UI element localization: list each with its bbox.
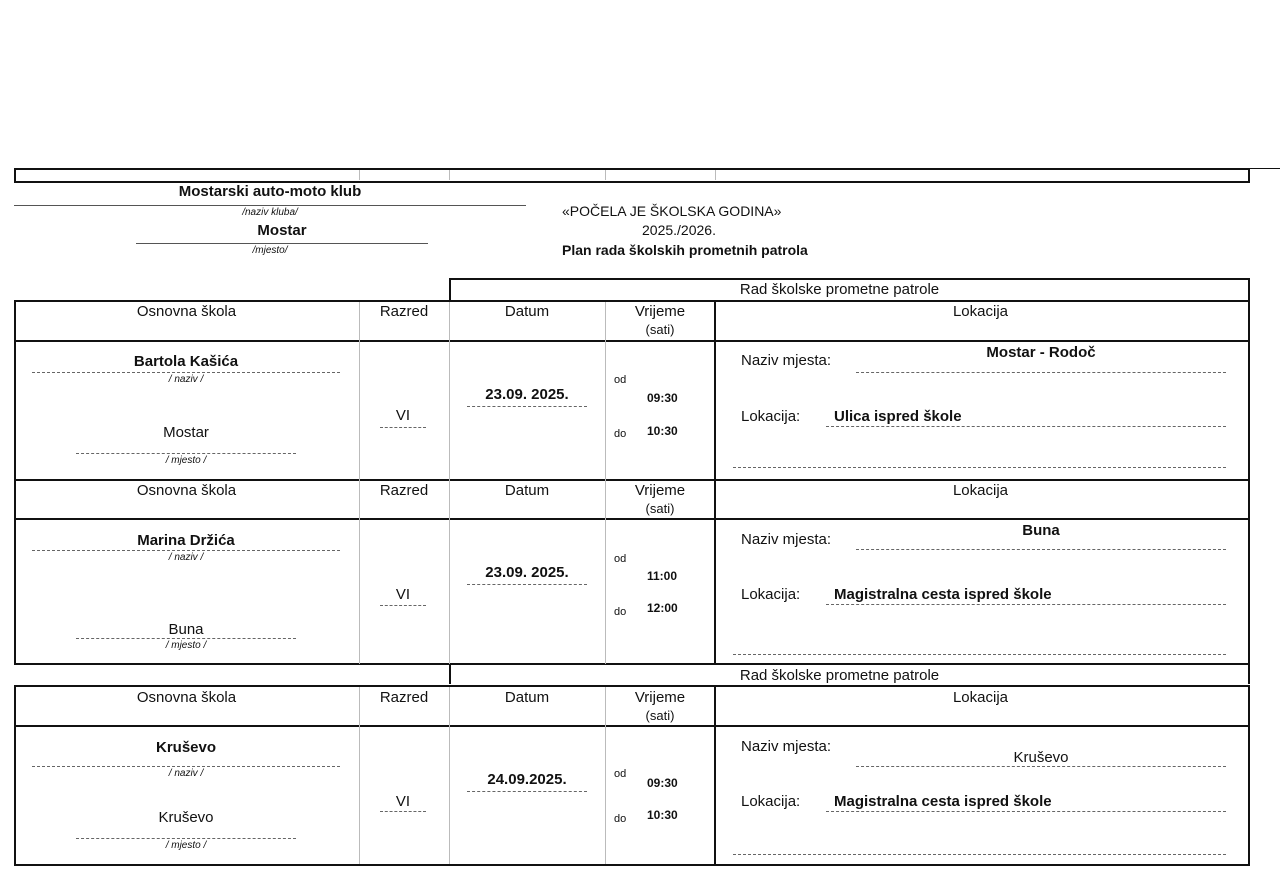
top-strip	[14, 168, 1250, 183]
club-name-caption: /naziv kluba/	[242, 207, 298, 218]
grade-line	[380, 811, 426, 812]
location-value: Magistralna cesta ispred škole	[834, 793, 1052, 810]
col-header-grade: Razred	[379, 482, 429, 499]
location-label: Lokacija:	[741, 408, 801, 425]
school-place-caption: / mjesto /	[165, 640, 207, 651]
location-line	[826, 811, 1226, 812]
column-divider	[449, 687, 450, 864]
time-to-value: 10:30	[647, 808, 678, 822]
grade-value: VI	[395, 407, 411, 424]
club-city-caption: /mjesto/	[252, 245, 288, 256]
top-strip-divider	[449, 170, 450, 180]
school-name-line	[32, 766, 340, 767]
title-year: 2025./2026.	[642, 222, 716, 238]
location-extra-line	[733, 854, 1226, 855]
col-header-time-unit: (sati)	[645, 501, 675, 516]
school-place: Mostar	[163, 424, 209, 441]
place-name-label: Naziv mjesta:	[741, 738, 832, 755]
top-strip-divider	[715, 170, 716, 180]
location-line	[826, 426, 1226, 427]
grade-value: VI	[395, 586, 411, 603]
grade-line	[380, 605, 426, 606]
club-name-line	[14, 205, 526, 206]
time-from-label: od	[614, 768, 627, 780]
place-name-value: Buna	[1022, 522, 1060, 539]
place-name-label: Naziv mjesta:	[741, 531, 832, 548]
school-place-line	[76, 838, 296, 839]
school-name-line	[32, 372, 340, 373]
school-place-caption: / mjesto /	[165, 840, 207, 851]
school-place: Buna	[168, 621, 204, 638]
school-name: Kruševo	[155, 739, 217, 756]
time-to-label: do	[614, 428, 627, 440]
place-name-line	[856, 372, 1226, 373]
location-label: Lokacija:	[741, 793, 801, 810]
place-name-label: Naziv mjesta:	[741, 352, 832, 369]
col-header-location: Lokacija	[952, 482, 1009, 499]
place-name-value: Mostar - Rodoč	[986, 344, 1096, 361]
title-plan: Plan rada školskih prometnih patrola	[562, 242, 808, 258]
col-header-school: Osnovna škola	[136, 303, 237, 320]
time-from-value: 09:30	[647, 776, 678, 790]
school-name-caption: / naziv /	[168, 552, 204, 563]
col-header-time: Vrijeme	[634, 689, 686, 706]
col-header-date: Datum	[504, 689, 550, 706]
time-to-value: 12:00	[647, 601, 678, 615]
place-name-value: Kruševo	[1013, 749, 1069, 766]
time-from-value: 11:00	[647, 569, 678, 583]
date-line	[467, 584, 587, 585]
school-name-caption: / naziv /	[168, 374, 204, 385]
col-header-grade: Razred	[379, 303, 429, 320]
school-place-line	[76, 453, 296, 454]
time-to-value: 10:30	[647, 424, 678, 438]
location-extra-line	[733, 467, 1226, 468]
date-line	[467, 791, 587, 792]
location-value: Magistralna cesta ispred škole	[834, 586, 1052, 603]
column-divider	[359, 302, 360, 479]
col-header-time-unit: (sati)	[645, 322, 675, 337]
col-header-date: Datum	[504, 482, 550, 499]
school-place-line	[76, 638, 296, 639]
school-name-caption: / naziv /	[168, 768, 204, 779]
header-row-divider	[14, 340, 1248, 342]
date-line	[467, 406, 587, 407]
school-place-caption: / mjesto /	[165, 455, 207, 466]
header-row-divider	[14, 725, 1248, 727]
club-name: Mostarski auto-moto klub	[178, 183, 362, 200]
col-header-school: Osnovna škola	[136, 689, 237, 706]
col-header-school: Osnovna škola	[136, 482, 237, 499]
school-place: Kruševo	[158, 809, 214, 826]
time-from-value: 09:30	[647, 391, 678, 405]
top-strip-extension	[1246, 168, 1280, 169]
header-row-divider	[14, 518, 1248, 520]
col-header-location: Lokacija	[952, 689, 1009, 706]
grade-line	[380, 427, 426, 428]
school-name: Bartola Kašića	[133, 353, 239, 370]
col-header-location: Lokacija	[952, 303, 1009, 320]
column-divider	[449, 479, 450, 664]
col-header-time: Vrijeme	[634, 482, 686, 499]
top-strip-divider	[359, 170, 360, 180]
time-from-label: od	[614, 374, 627, 386]
group-header-text: Rad školske prometne patrole	[739, 281, 940, 298]
title-line1: «POČELA JE ŠKOLSKA GODINA»	[562, 203, 782, 219]
club-city-line	[136, 243, 428, 244]
school-name: Marina Držića	[137, 532, 235, 549]
place-name-line	[856, 549, 1226, 550]
top-strip-divider	[605, 170, 606, 180]
grade-value: VI	[395, 793, 411, 810]
time-to-label: do	[614, 813, 627, 825]
place-name-line	[856, 766, 1226, 767]
group-header-text: Rad školske prometne patrole	[739, 667, 940, 684]
column-divider	[359, 687, 360, 864]
col-header-time-unit: (sati)	[645, 708, 675, 723]
col-header-grade: Razred	[379, 689, 429, 706]
location-value: Ulica ispred škole	[834, 408, 962, 425]
column-divider	[449, 302, 450, 479]
column-divider	[359, 479, 360, 664]
location-extra-line	[733, 654, 1226, 655]
date-value: 24.09.2025.	[487, 771, 567, 788]
club-city: Mostar	[257, 222, 307, 239]
location-label: Lokacija:	[741, 586, 801, 603]
col-header-time: Vrijeme	[634, 303, 686, 320]
date-value: 23.09. 2025.	[485, 386, 569, 403]
col-header-date: Datum	[504, 303, 550, 320]
time-to-label: do	[614, 606, 627, 618]
location-line	[826, 604, 1226, 605]
school-name-line	[32, 550, 340, 551]
date-value: 23.09. 2025.	[485, 564, 569, 581]
time-from-label: od	[614, 553, 627, 565]
